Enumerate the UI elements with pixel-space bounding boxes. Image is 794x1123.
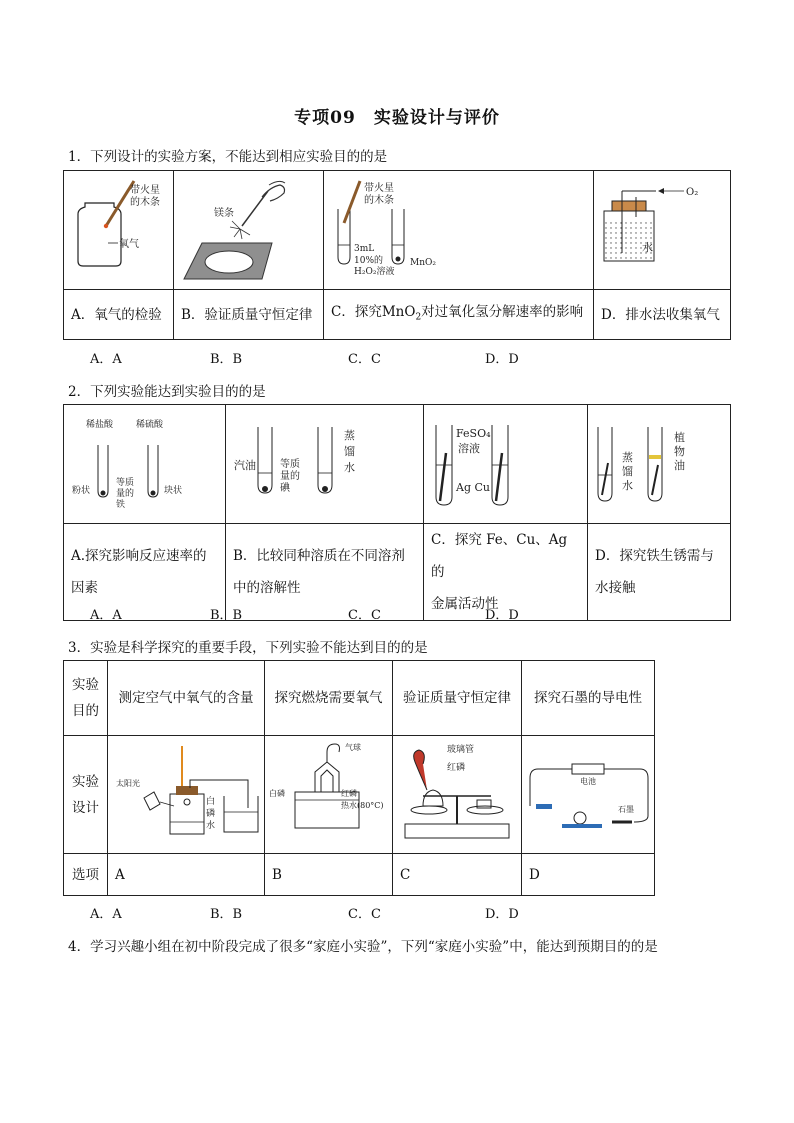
question-2-stem: 2．下列实验能达到实验目的的是 [68,384,266,400]
water-label: 水 [642,241,653,254]
design-label-1: 实验 [72,773,99,790]
iron-label-3: 铁 [116,500,126,510]
iodine-label-3: 碘 [280,483,290,494]
white-p-label-2: 磷 [206,809,216,819]
q3-option-b[interactable]: B．B [210,907,243,922]
figure-reaction-rate [64,405,226,524]
c-splint-label-1: 带火星 [364,183,394,194]
c-red-p-label: 红磷 [447,763,466,773]
q2-caption-a-line1: A.探究影响反应速率的 [71,548,207,564]
distilled-water-2: 馏 [344,445,355,458]
q3-purpose-c: 验证质量守恒定律 [393,661,522,736]
graphite-label: 石墨 [618,805,634,814]
solution-label: 溶液 [458,442,480,455]
q3-choice-b: B [265,854,393,896]
q3-choice-d: D [522,854,655,896]
iodine-label-2: 量的 [280,471,300,482]
design-label-2: 设计 [72,799,99,816]
question-3-stem: 3．实验是科学探究的重要手段，下列实验不能达到目的的是 [68,640,428,656]
q3-purpose-d: 探究石墨的导电性 [522,661,655,736]
iron-label-2: 量的 [116,489,135,499]
q1-caption-d: D．排水法收集氧气 [594,290,731,340]
q1-option-a[interactable]: A．A [90,352,122,367]
q1-caption-b: B．验证质量守恒定律 [174,290,324,340]
splint-label-2: 的木条 [130,197,160,208]
q2-caption-d [588,524,731,621]
c-splint-label-2: 的木条 [364,195,394,206]
d-water-2: 馏 [622,465,633,478]
oil-label-1: 植 [674,431,685,444]
magnesium-label: 镁条 [214,208,234,219]
q2-caption-d-line2: 水接触 [595,580,636,596]
q2-caption-a-line2: 因素 [71,580,98,596]
figure-balance [393,736,522,854]
red-phosphorus-label: 红磷 [341,789,357,798]
powder-label: 粉状 [72,486,91,496]
q2-caption-b-line1: B．比较同种溶质在不同溶剂 [233,548,405,564]
figure-oxygen-test [64,171,174,290]
feso4-label: FeSO₄ [456,427,491,440]
question-2-table [63,404,731,621]
design-row-label [64,736,108,854]
q2-caption-d-line1: D．探究铁生锈需与 [595,548,714,564]
q2-caption-c-line1: C．探究 Fe、Cu、Ag 的 [431,532,568,580]
figure-solubility [226,405,424,524]
distilled-water-1: 蒸 [344,429,355,442]
q1-option-c[interactable]: C．C [348,352,381,367]
splint-label-1: 带火星 [130,185,160,196]
figure-combustion [265,736,393,854]
gasoline-label: 汽油 [234,459,256,472]
purpose-row-label [64,661,108,736]
figure-metal-activity [424,405,588,524]
iodine-label-1: 等质 [280,459,300,470]
oil-label-3: 油 [674,459,685,472]
h2o2-label: H₂O₂溶液 [354,267,395,277]
mno2-label: MnO₂ [410,258,436,268]
q2-option-b[interactable]: B．B [210,608,243,623]
white-phosphorus-label: 白磷 [269,789,285,798]
q1-option-b[interactable]: B．B [210,352,243,367]
q2-option-d[interactable]: D．D [485,608,519,623]
figure-mno2-comparison [324,171,594,290]
a-water-label: 水 [206,821,216,831]
mno2-subscript: 2 [415,312,422,323]
question-1-table [63,170,731,340]
o2-label: O₂ [686,187,699,198]
q1-caption-c-tail: 对过氧化氢分解速率的影响 [421,303,584,320]
question-3-table [63,660,655,896]
q1-caption-c-text: C．探究 [331,303,382,320]
purpose-label-1: 实验 [72,677,99,693]
distilled-water-3: 水 [344,461,355,474]
q1-option-d[interactable]: D．D [485,352,519,367]
figure-magnesium-burning [174,171,324,290]
q3-option-c[interactable]: C．C [348,907,381,922]
ag-cu-label: Ag Cu [456,481,490,494]
hcl-label: 稀盐酸 [86,420,114,430]
choice-row-label: 选项 [64,854,108,896]
page-title: 专项09 实验设计与评价 [294,108,500,128]
q2-caption-a [64,524,226,621]
q2-caption-b-line2: 中的溶解性 [233,580,301,596]
purpose-label-2: 目的 [72,703,99,719]
figure-water-displacement [594,171,731,290]
hot-water-label: 热水(80°C) [341,801,384,810]
d-water-3: 水 [622,479,633,492]
figure-graphite-conductivity [522,736,655,854]
q3-purpose-a: 测定空气中氧气的含量 [108,661,265,736]
question-4-stem: 4．学习兴趣小组在初中阶段完成了很多“家庭小实验”，下列“家庭小实验”中，能达到预期目的的是 [68,939,658,955]
q3-choice-c: C [393,854,522,896]
glass-tube-label: 玻璃管 [447,745,475,755]
q2-option-a[interactable]: A．A [90,608,122,623]
q3-purpose-b: 探究燃烧需要氧气 [265,661,393,736]
question-1-stem: 1．下列设计的实验方案，不能达到相应实验目的的是 [68,149,388,165]
q2-caption-b [226,524,424,621]
q3-option-a[interactable]: A．A [90,907,122,922]
d-water-1: 蒸 [622,451,633,464]
battery-label: 电池 [580,777,596,786]
figure-rusting [588,405,731,524]
q3-option-d[interactable]: D．D [485,907,519,922]
q2-caption-c-line2: 金属活动性 [431,596,499,612]
oxygen-label: 氧气 [119,239,139,250]
mno2-formula: MnO [381,303,416,320]
iron-label-1: 等质 [116,478,135,488]
q1-caption-c [324,290,594,340]
h2so4-label: 稀硫酸 [136,420,164,430]
q3-choice-a: A [108,854,265,896]
q1-caption-a: A．氧气的检验 [64,290,174,340]
concentration-label: 10%的 [354,256,384,266]
q2-option-c[interactable]: C．C [348,608,381,623]
figure-air-oxygen [108,736,265,854]
white-p-label-1: 白 [206,797,216,807]
oil-label-2: 物 [674,445,685,458]
block-label: 块状 [164,486,183,496]
sunlight-label: 太阳光 [116,779,140,788]
balloon-label: 气球 [345,743,361,752]
volume-label: 3mL [354,244,375,254]
